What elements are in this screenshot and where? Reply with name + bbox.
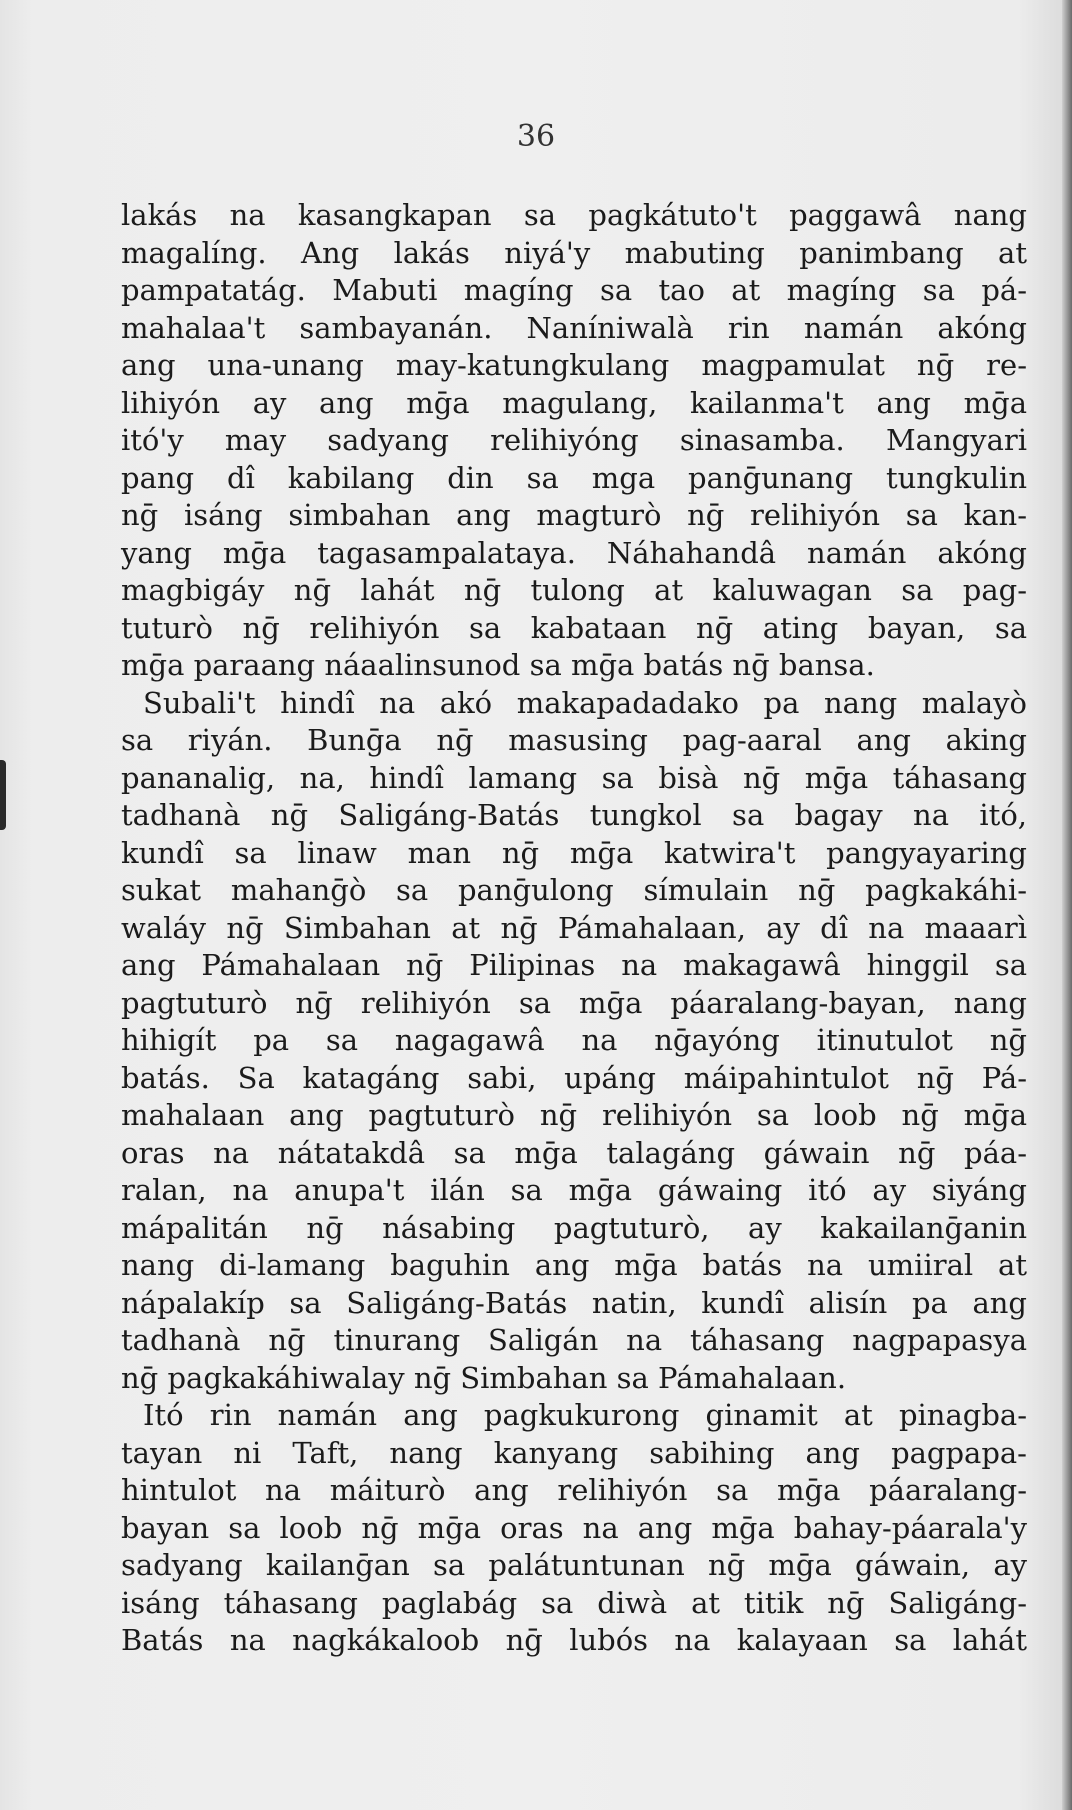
text-line: tuturò nḡ relihiyón sa kabataan nḡ ating bayan, sa — [121, 610, 1027, 645]
text-line: nápalakíp sa Saligáng-Batás natin, kundî alisín pa ang — [121, 1285, 1027, 1320]
text-line: itó'y may sadyang relihiyóng sinasamba. Mangyari — [121, 423, 1027, 457]
text-line: nang di-lamang baguhin ang mḡa batás na umiiral at — [121, 1248, 1027, 1282]
text-line: tadhanà nḡ Saligáng-Batás tungkol sa bagay na itó, — [121, 798, 1027, 832]
text-line: batás. Sa katagáng sabi, upáng máipahintulot nḡ Pá- — [121, 1060, 1027, 1095]
body-text — [121, 197, 1027, 1660]
text-line: Itó rin namán ang pagkukurong ginamit at pinagba- — [143, 1398, 1027, 1432]
text-line: pang dî kabilang din sa mga panḡunang tungkulin — [121, 460, 1027, 495]
binding-mark — [0, 760, 6, 830]
text-line: sa riyán. Bunḡa nḡ masusing pag-aaral ang aking — [121, 723, 1027, 757]
text-line: Subali't hindî na akó makapadadako pa nang malayò — [143, 685, 1027, 720]
text-line: tadhanà nḡ tinurang Saligán na táhasang nagpapasya — [121, 1323, 1027, 1357]
text-line: pampatatág. Mabuti magíng sa tao at magíng sa pá- — [121, 273, 1027, 307]
text-line: nḡ isáng simbahan ang magturò nḡ relihiyón sa kan- — [121, 498, 1027, 532]
text-line: sukat mahanḡò sa panḡulong símulain nḡ pagkakáhi- — [121, 873, 1027, 907]
text-line: ang una-unang may-katungkulang magpamulat nḡ re- — [121, 348, 1027, 382]
text-line: hihigít pa sa nagagawâ na nḡayóng itinutulot nḡ — [121, 1023, 1027, 1057]
text-line: Batás na nagkákaloob nḡ lubós na kalayaan sa lahát — [121, 1623, 1027, 1657]
text-line: pagtuturò nḡ relihiyón sa mḡa páaralang-bayan, nang — [121, 985, 1027, 1020]
text-line: mahalaan ang pagtuturò nḡ relihiyón sa loob nḡ mḡa — [121, 1098, 1027, 1132]
text-line: yang mḡa tagasampalataya. Náhahandâ namán akóng — [121, 535, 1027, 570]
text-line: bayan sa loob nḡ mḡa oras na ang mḡa bahay-páarala'y — [121, 1510, 1027, 1545]
text-line: ralan, na anupa't ilán sa mḡa gáwaing itó ay siyáng — [121, 1173, 1027, 1207]
text-line: nḡ pagkakáhiwalay nḡ Simbahan sa Pámahalaan. — [121, 1360, 847, 1395]
text-line: lakás na kasangkapan sa pagkátuto't paggawâ nang — [121, 198, 1027, 232]
text-line: mḡa paraang náaalinsunod sa mḡa batás nḡ bansa. — [121, 648, 875, 682]
page-number: 36 — [516, 119, 556, 154]
text-line: magalíng. Ang lakás niyá'y mabuting panimbang at — [121, 235, 1027, 270]
text-line: mápalitán nḡ násabing pagtuturò, ay kakailanḡanin — [121, 1210, 1027, 1245]
text-line: isáng táhasang paglabág sa diwà at titik nḡ Saligáng- — [121, 1585, 1027, 1620]
text-line: waláy nḡ Simbahan at nḡ Pámahalaan, ay dî na maaarì — [121, 910, 1027, 945]
text-line: pananalig, na, hindî lamang sa bisà nḡ mḡa táhasang — [121, 760, 1027, 795]
text-line: hintulot na máiturò ang relihiyón sa mḡa páaralang- — [121, 1473, 1027, 1507]
text-line: tayan ni Taft, nang kanyang sabihing ang pagpapa- — [121, 1435, 1027, 1470]
text-line: ang Pámahalaan nḡ Pilipinas na makagawâ hinggil sa — [121, 948, 1027, 982]
text-line: oras na nátatakdâ sa mḡa talagáng gáwain nḡ páa- — [121, 1135, 1027, 1170]
page-edge-shadow — [1062, 0, 1072, 1810]
text-line: mahalaa't sambayanán. Naníniwalà rin namán akóng — [121, 310, 1027, 345]
text-line: magbigáy nḡ lahát nḡ tulong at kaluwagan sa pag- — [121, 573, 1027, 607]
text-line: kundî sa linaw man nḡ mḡa katwira't pangyayaring — [121, 835, 1027, 870]
text-line: sadyang kailanḡan sa palátuntunan nḡ mḡa gáwain, ay — [121, 1548, 1027, 1582]
text-line: lihiyón ay ang mḡa magulang, kailanma't ang mḡa — [121, 385, 1027, 420]
